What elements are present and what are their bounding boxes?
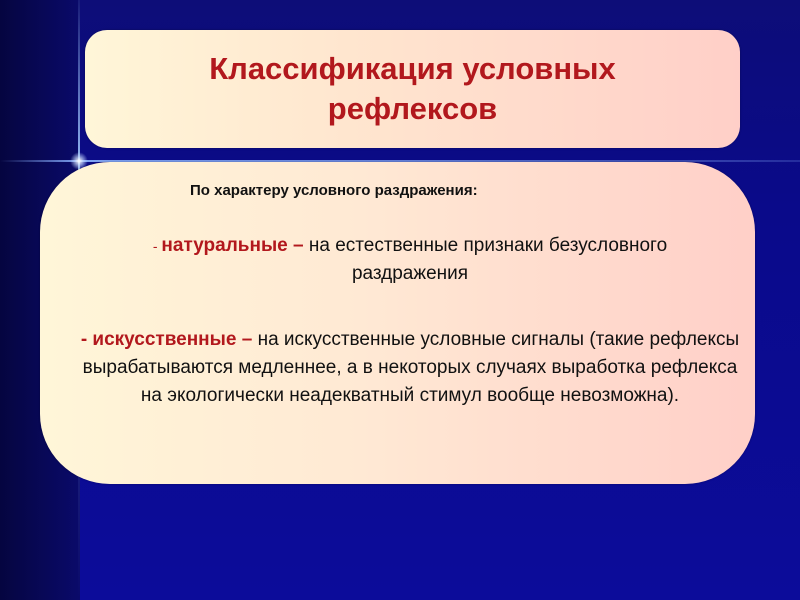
list-marker: -	[80, 329, 93, 350]
description-natural: на естественные признаки безусловного раздражения	[308, 235, 668, 284]
list-item-natural	[95, 232, 725, 288]
term-natural: натуральные –	[161, 235, 309, 256]
description-artificial: на искусственные условные сигналы (такие рефлексы вырабатываются медленнее, а в некоторых случаях выработка рефлекса на экологически неадекватный стимул вообще невозможна).	[82, 329, 740, 406]
classification-subheading: По характеру условного раздражения:	[190, 182, 478, 199]
content-box	[40, 162, 755, 484]
term-artificial: искусственные –	[92, 329, 258, 350]
title-box	[85, 30, 740, 148]
slide-title: Классификация условных рефлексов	[209, 51, 616, 126]
list-item-artificial	[70, 326, 750, 410]
list-marker: -	[152, 238, 162, 254]
